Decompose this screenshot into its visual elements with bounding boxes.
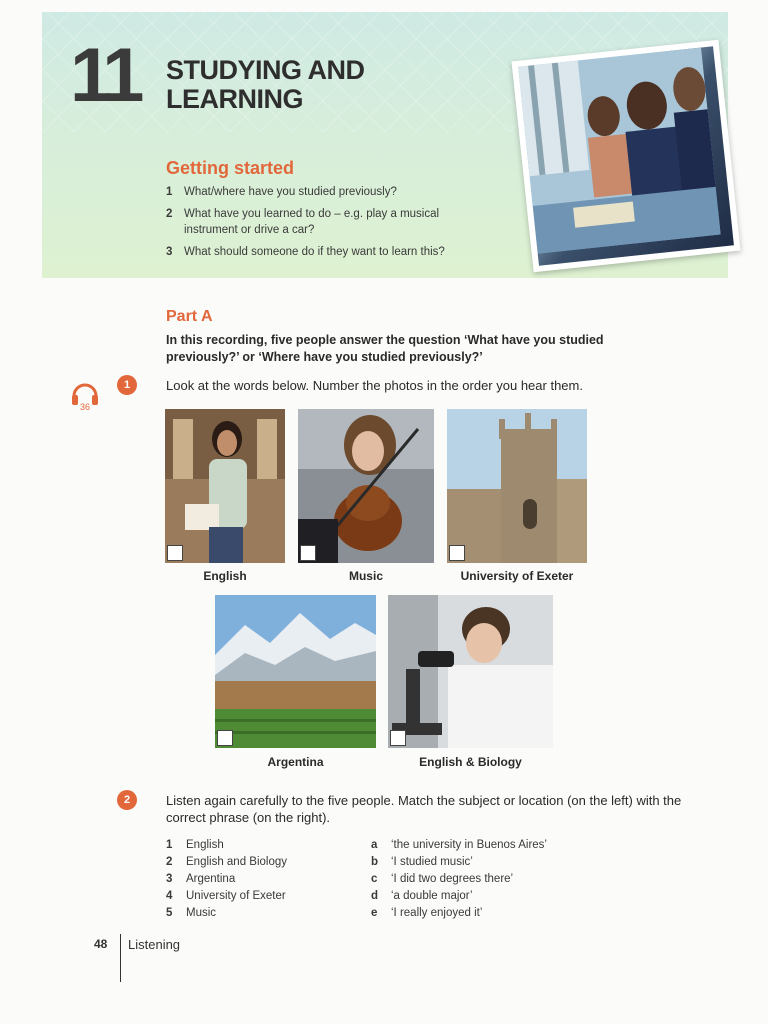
scientist-microscope-image	[388, 595, 553, 748]
match-right-list	[371, 837, 621, 922]
list-item: a ‘the university in Buenos Aires’	[371, 839, 547, 851]
student-with-books-image	[165, 409, 285, 563]
photo-biology	[388, 595, 553, 748]
exercise-2-instruction: Listen again carefully to the five people. Match the subject or location (on the left) with the correct phrase (on the right).	[166, 793, 682, 825]
photo-english	[165, 409, 285, 563]
caption-music: Music	[348, 569, 383, 583]
list-item: 3 Argentina	[166, 873, 236, 885]
photo-argentina	[215, 595, 376, 748]
violinist-image	[298, 409, 434, 563]
list-item: 2 English and Biology	[166, 856, 288, 868]
list-item: b ‘I studied music’	[371, 856, 473, 868]
exercise-1-badge: 1	[117, 375, 137, 395]
header-photo	[511, 40, 740, 273]
order-checkbox[interactable]	[449, 545, 465, 561]
caption-argentina: Argentina	[267, 755, 324, 769]
footer-divider	[120, 934, 121, 982]
section-label: Listening	[128, 937, 181, 952]
getting-started-list	[166, 184, 496, 266]
list-item: 1 English	[166, 839, 224, 851]
unit-number: 11	[70, 33, 139, 118]
unit-title: STUDYING AND LEARNING	[166, 55, 365, 114]
list-item: 4 University of Exeter	[166, 890, 286, 902]
page-number: 48	[94, 937, 108, 951]
part-a-intro: In this recording, five people answer the question ‘What have you studied previously?’ or ‘Where have you studied previously?’	[166, 333, 604, 364]
match-left-list	[166, 837, 356, 922]
mountains-landscape-image	[215, 595, 376, 748]
list-item: c ‘I did two degrees there’	[371, 873, 514, 885]
caption-exeter: University of Exeter	[460, 569, 574, 583]
question-item: 2 What have you learned to do – e.g. play a musical instrument or drive a car?	[166, 208, 440, 236]
photo-exeter	[447, 409, 587, 563]
order-checkbox[interactable]	[390, 730, 406, 746]
caption-english: English	[203, 569, 247, 583]
track-number: 36	[79, 402, 90, 412]
caption-biology: English & Biology	[419, 755, 522, 769]
list-item: d ‘a double major’	[371, 890, 473, 902]
exercise-2-badge: 2	[117, 790, 137, 810]
list-item: 5 Music	[166, 907, 217, 919]
question-item: 1 What/where have you studied previously?	[166, 186, 397, 198]
cathedral-image	[447, 409, 587, 563]
exercise-1-instruction: Look at the words below. Number the photos in the order you hear them.	[166, 378, 583, 393]
getting-started-heading: Getting started	[166, 158, 295, 178]
photo-music	[298, 409, 434, 563]
order-checkbox[interactable]	[217, 730, 233, 746]
list-item: e ‘I really enjoyed it’	[371, 907, 483, 919]
part-a-heading: Part A	[166, 308, 213, 325]
students-studying-illustration	[518, 48, 721, 254]
question-item: 3 What should someone do if they want to learn this?	[166, 246, 445, 258]
order-checkbox[interactable]	[167, 545, 183, 561]
order-checkbox[interactable]	[300, 545, 316, 561]
